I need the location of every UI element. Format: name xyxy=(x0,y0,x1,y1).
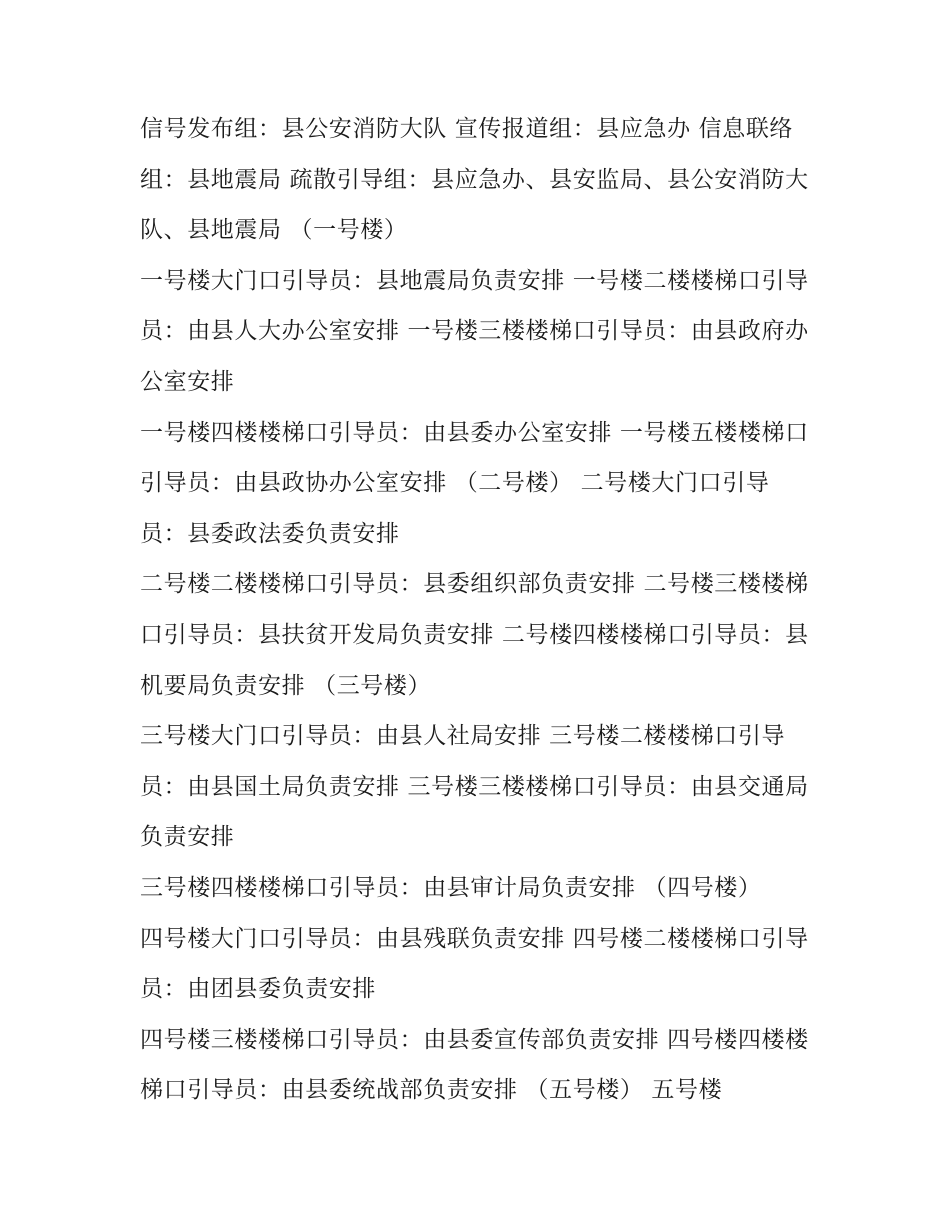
paragraph-4: 二号楼二楼楼梯口引导员：县委组织部负责安排 二号楼三楼楼梯口引导员：县扶贫开发局负责安排 二号楼四楼楼梯口引导员：县机要局负责安排 （三号楼） xyxy=(140,571,809,699)
paragraph-7: 四号楼大门口引导员：由县残联负责安排 四号楼二楼楼梯口引导员：由团县委负责安排 xyxy=(140,925,809,1003)
paragraph-1: 信号发布组：县公安消防大队 宣传报道组：县应急办 信息联络组：县地震局 疏散引导组：县应急办、县安监局、县公安消防大队、县地震局 （一号楼） xyxy=(140,116,809,244)
paragraph-2: 一号楼大门口引导员：县地震局负责安排 一号楼二楼楼梯口引导员：由县人大办公室安排 一号楼三楼楼梯口引导员：由县政府办公室安排 xyxy=(140,267,809,395)
paragraph-3: 一号楼四楼楼梯口引导员：由县委办公室安排 一号楼五楼楼梯口引导员：由县政协办公室安排 （二号楼） 二号楼大门口引导员：县委政法委负责安排 xyxy=(140,419,809,547)
paragraph-8: 四号楼三楼楼梯口引导员：由县委宣传部负责安排 四号楼四楼楼梯口引导员：由县委统战部负责安排 （五号楼） 五号楼 xyxy=(140,1026,809,1104)
document-body xyxy=(140,104,810,1116)
paragraph-6: 三号楼四楼楼梯口引导员：由县审计局负责安排 （四号楼） xyxy=(140,874,762,901)
paragraph-5: 三号楼大门口引导员：由县人社局安排 三号楼二楼楼梯口引导员：由县国土局负责安排 三号楼三楼楼梯口引导员：由县交通局负责安排 xyxy=(140,723,809,851)
